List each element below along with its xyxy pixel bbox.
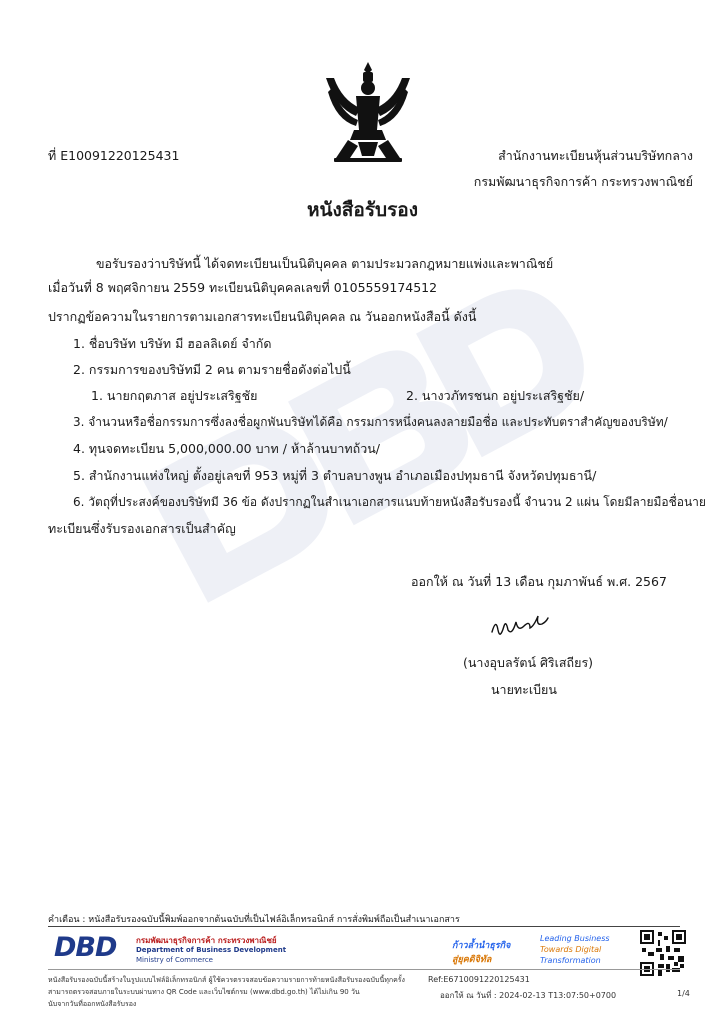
objectives-item: 6. วัตถุที่ประสงค์ของบริษัทมี 36 ข้อ ดังปรากฏในสำเนาเอกสารแนบท้ายหนังสือรับรองนี้ จำนวน 2 แผ่น โดยมีลายมือชื่อนาย [73,495,706,509]
directors-item: 2. กรรมการของบริษัทมี 2 คน ตามรายชื่อดังต่อไปนี้ [73,362,351,377]
slogan-th-2: สู่ยุคดิจิทัล [452,955,492,965]
dept-name-en: Department of Business Development [136,946,287,954]
slogan-th-1: ก้าวล้ำนำธุรกิจ [452,941,511,951]
footer-divider-bottom [48,969,680,970]
signing-authority-item: 3. จำนวนหรือชื่อกรรมการซึ่งลงชื่อผูกพันบริษัทได้คือ กรรมการหนึ่งคนลงลายมือชื่อ และประทับตราสำคัญของบริษัท/ [73,415,668,429]
slogan-en-2: Towards Digital [540,945,602,954]
garuda-emblem-icon [318,58,418,168]
footer-note-1: หนังสือรับรองฉบับนี้สร้างในรูปแบบไฟล์อิเล็กทรอนิกส์ ผู้ใช้ควรตรวจสอบข้อความรายการท้ายหนังสือรับรองฉบับนี้ทุกครั้ง [48,976,405,984]
dept-name-th: กรมพัฒนาธุรกิจการค้า กระทรวงพาณิชย์ [136,936,277,945]
issue-date: ออกให้ ณ วันที่ 13 เดือน กุมภาพันธ์ พ.ศ. 2567 [411,574,667,589]
document-number: ที่ E10091220125431 [48,148,180,163]
director-1: 1. นายกฤตภาส อยู่ประเสริฐชัย [91,388,258,403]
registration-date-line: เมื่อวันที่ 8 พฤศจิกายน 2559 ทะเบียนนิติบุคคลเลขที่ 0105559174512 [48,280,438,295]
details-intro: ปรากฏข้อความในรายการตามเอกสารทะเบียนนิติบุคคล ณ วันออกหนังสือนี้ ดังนี้ [48,309,477,324]
slogan-en-3: Transformation [540,956,601,965]
head-office-item: 5. สำนักงานแห่งใหญ่ ตั้งอยู่เลขที่ 953 หมู่ที่ 3 ตำบลบางพูน อำเภอเมืองปทุมธานี จังหวัดปทุมธานี/ [73,468,597,483]
office-name: สำนักงานทะเบียนหุ้นส่วนบริษัทกลาง [498,148,693,163]
registered-capital-item: 4. ทุนจดทะเบียน 5,000,000.00 บาท / ห้าล้านบาทถ้วน/ [73,441,380,456]
certification-paragraph: ขอรับรองว่าบริษัทนี้ ได้จดทะเบียนเป็นนิติบุคคล ตามประมวลกฎหมายแพ่งและพาณิชย์ [96,256,554,271]
registrar-signature [488,612,554,640]
footer-note-2: สามารถตรวจสอบภายในระบบผ่านทาง QR Code และเว็บไซต์กรม (www.dbd.go.th) ได้ไม่เกิน 90 วัน [48,988,360,996]
slogan-en-1: Leading Business [540,934,610,943]
issued-timestamp: ออกให้ ณ วันที่ : 2024-02-13 T13:07:50+0700 [440,991,617,1000]
registrar-position: นายทะเบียน [491,682,557,697]
objectives-item-cont: ทะเบียนซึ่งรับรองเอกสารเป็นสำคัญ [48,521,236,536]
dbd-watermark [130,250,600,630]
reference-number: Ref:E6710091220125431 [428,975,530,984]
dbd-logo: DBD [54,932,117,963]
ministry-name-en: Ministry of Commerce [136,956,213,964]
department-name: กรมพัฒนาธุรกิจการค้า กระทรวงพาณิชย์ [473,174,693,189]
registrar-name: (นางอุบลรัตน์ ศิริเสถียร) [463,655,594,670]
warning-note: คำเตือน : หนังสือรับรองฉบับนี้พิมพ์ออกจากต้นฉบับที่เป็นไฟล์อิเล็กทรอนิกส์ การสั่งพิมพ์ถือเป็นสำเนาเอกสาร [48,915,460,925]
company-name-item: 1. ชื่อบริษัท บริษัท มี ฮอลลิเดย์ จำกัด [73,336,272,351]
director-2: 2. นางวภัทรชนก อยู่ประเสริฐชัย/ [406,388,585,403]
page-number: 1/4 [677,989,690,998]
document-title: หนังสือรับรอง [307,199,418,221]
footer-divider-top [48,926,680,927]
footer-note-3: นับจากวันที่ออกหนังสือรับรอง [48,1000,137,1008]
